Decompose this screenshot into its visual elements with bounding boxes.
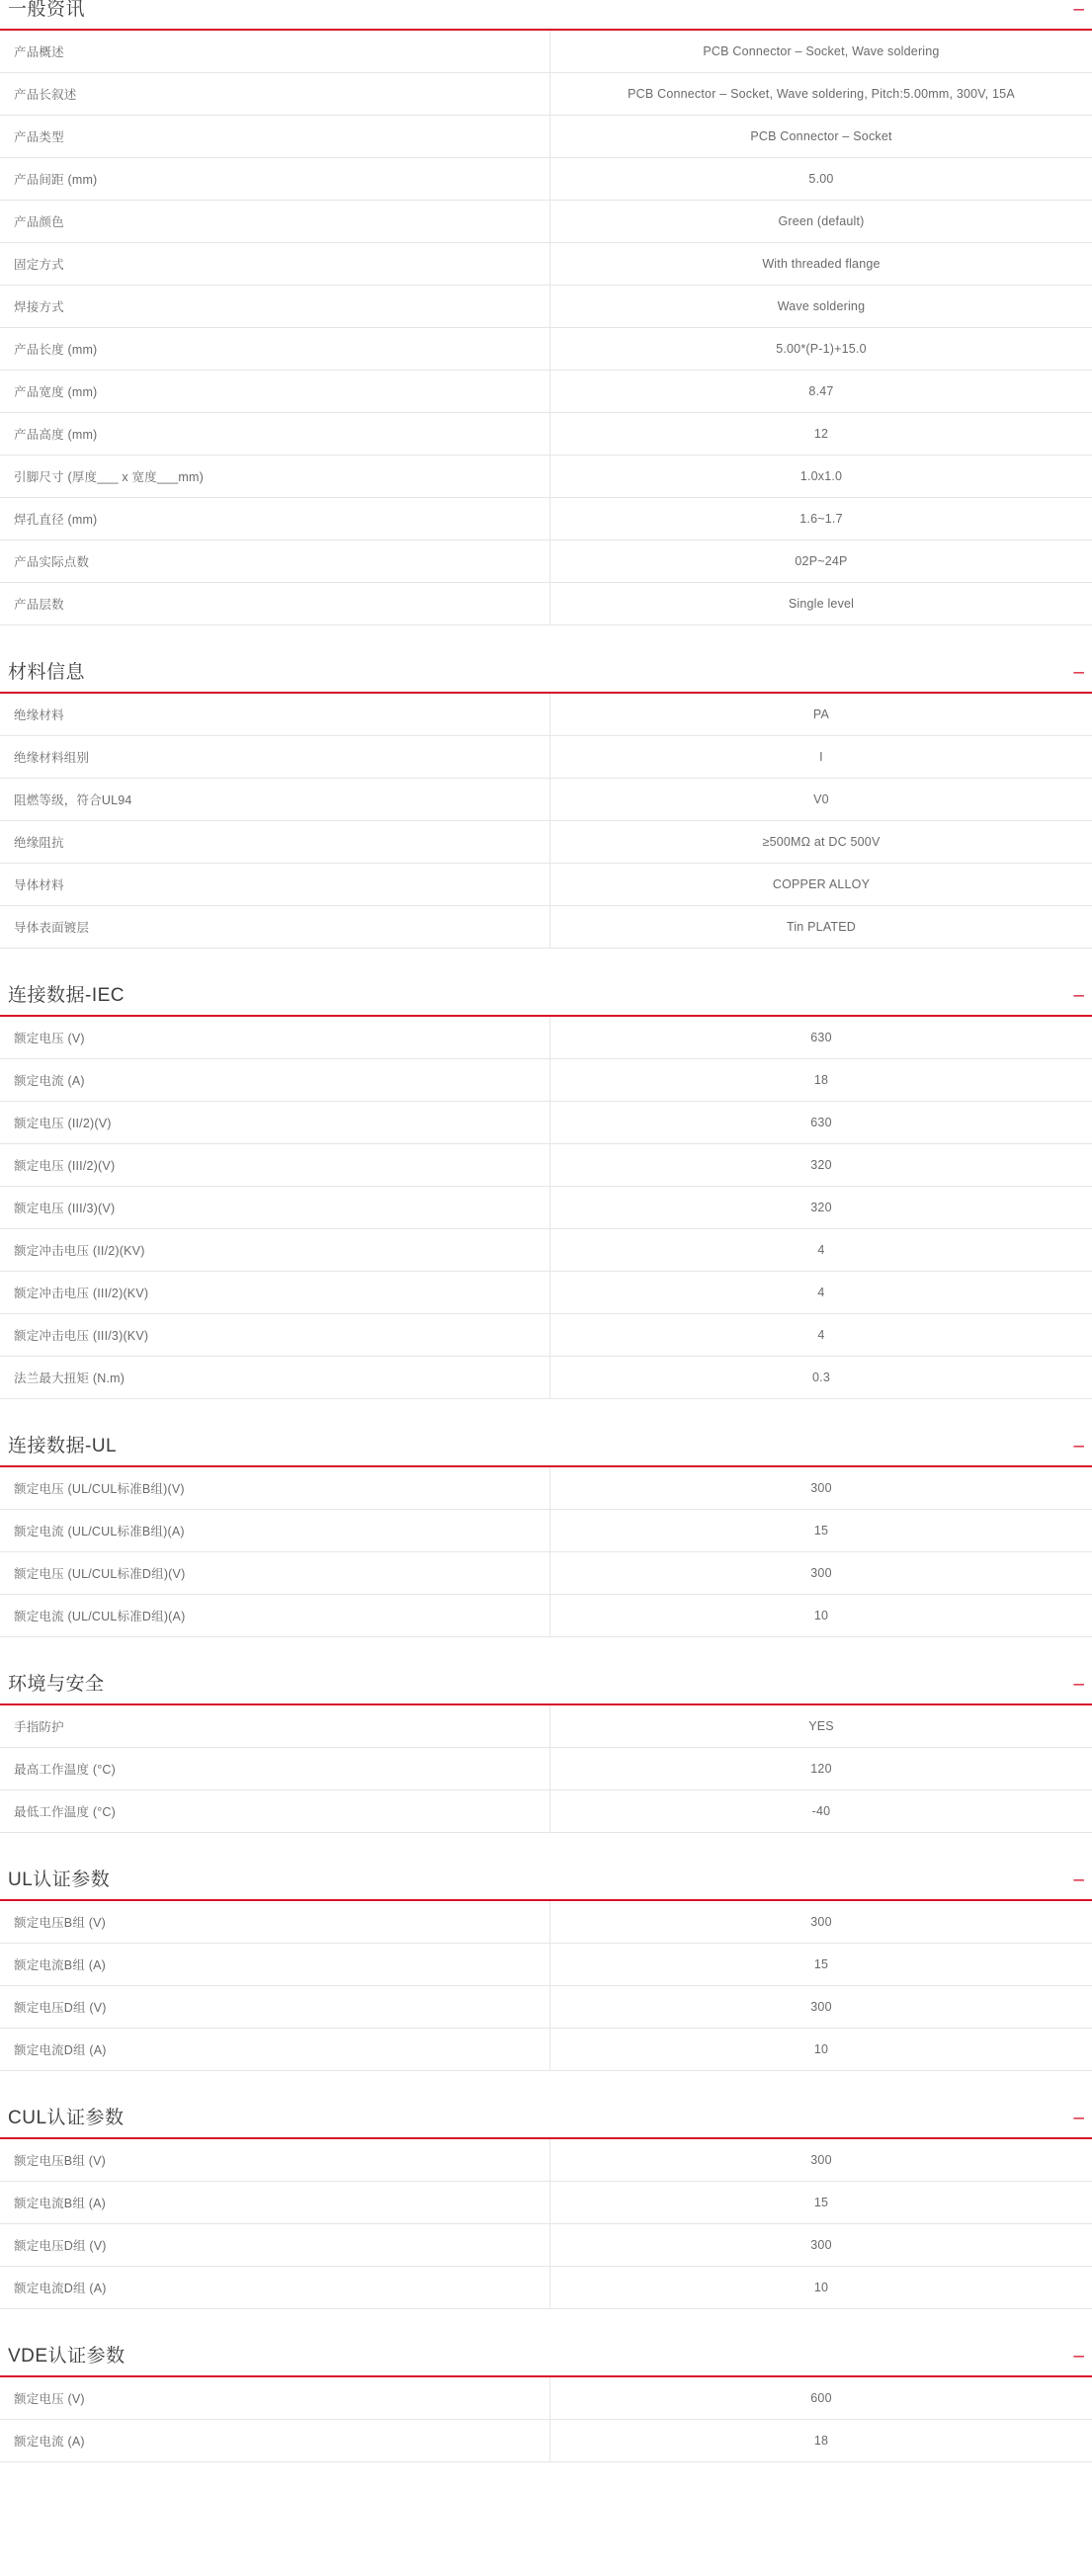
table-row — [0, 328, 1092, 371]
spec-label: 产品层数 — [0, 583, 550, 625]
table-row — [0, 736, 1092, 779]
spec-value: 02P~24P — [550, 540, 1092, 583]
collapse-minus-icon[interactable]: – — [1073, 0, 1084, 20]
table-row — [0, 1595, 1092, 1637]
spec-value: YES — [550, 1705, 1092, 1748]
spec-label: 绝缘材料组别 — [0, 736, 550, 779]
spec-value: 300 — [550, 2139, 1092, 2182]
spec-value: 630 — [550, 1102, 1092, 1144]
table-row — [0, 1467, 1092, 1510]
table-row — [0, 1986, 1092, 2029]
spec-value: COPPER ALLOY — [550, 864, 1092, 906]
spec-section — [0, 1437, 1092, 1637]
spec-label: 产品颜色 — [0, 201, 550, 243]
section-header[interactable] — [0, 663, 1092, 694]
table-row — [0, 116, 1092, 158]
table-row — [0, 371, 1092, 413]
spec-label: 额定电压B组 (V) — [0, 1901, 550, 1944]
spec-value: 4 — [550, 1314, 1092, 1357]
spec-value: 300 — [550, 2224, 1092, 2267]
table-row — [0, 1901, 1092, 1944]
spec-label: 产品实际点数 — [0, 540, 550, 583]
spec-label: 引脚尺寸 (厚度___ x 宽度___mm) — [0, 456, 550, 498]
table-row — [0, 1187, 1092, 1229]
table-row — [0, 2139, 1092, 2182]
spec-value: 10 — [550, 1595, 1092, 1637]
spec-value: 15 — [550, 2182, 1092, 2224]
spec-value: Tin PLATED — [550, 906, 1092, 949]
table-row — [0, 1272, 1092, 1314]
spec-table — [0, 2377, 1092, 2462]
spec-value: PCB Connector – Socket — [550, 116, 1092, 158]
spec-section — [0, 1675, 1092, 1833]
spec-label: 导体材料 — [0, 864, 550, 906]
table-row — [0, 583, 1092, 625]
table-row — [0, 1229, 1092, 1272]
spec-label: 绝缘材料 — [0, 694, 550, 736]
collapse-minus-icon[interactable]: – — [1073, 985, 1084, 1006]
spec-table — [0, 694, 1092, 949]
spec-label: 固定方式 — [0, 243, 550, 286]
table-row — [0, 1790, 1092, 1833]
table-row — [0, 821, 1092, 864]
section-title: 连接数据-IEC — [8, 985, 126, 1007]
spec-value: PCB Connector – Socket, Wave soldering — [550, 31, 1092, 73]
spec-label: 额定电流 (UL/CUL标准D组)(A) — [0, 1595, 550, 1637]
spec-value: 4 — [550, 1272, 1092, 1314]
spec-value: 320 — [550, 1144, 1092, 1187]
table-row — [0, 31, 1092, 73]
spec-label: 额定冲击电压 (II/2)(KV) — [0, 1229, 550, 1272]
spec-label: 最低工作温度 (°C) — [0, 1790, 550, 1833]
collapse-minus-icon[interactable]: – — [1073, 1436, 1084, 1456]
table-row — [0, 1944, 1092, 1986]
spec-value: 630 — [550, 1017, 1092, 1059]
spec-value: 4 — [550, 1229, 1092, 1272]
collapse-minus-icon[interactable]: – — [1073, 662, 1084, 683]
spec-label: 产品间距 (mm) — [0, 158, 550, 201]
spec-value: 600 — [550, 2377, 1092, 2420]
spec-label: 额定电压 (V) — [0, 1017, 550, 1059]
spec-value: V0 — [550, 779, 1092, 821]
spec-label: 产品宽度 (mm) — [0, 371, 550, 413]
spec-label: 额定电流D组 (A) — [0, 2267, 550, 2309]
spec-value: 1.6~1.7 — [550, 498, 1092, 540]
spec-value: 18 — [550, 2420, 1092, 2462]
spec-value: -40 — [550, 1790, 1092, 1833]
spec-label: 法兰最大扭矩 (N.m) — [0, 1357, 550, 1399]
spec-table — [0, 2139, 1092, 2309]
spec-label: 绝缘阻抗 — [0, 821, 550, 864]
spec-value: I — [550, 736, 1092, 779]
spec-value: 18 — [550, 1059, 1092, 1102]
spec-value: 0.3 — [550, 1357, 1092, 1399]
spec-label: 额定电压D组 (V) — [0, 1986, 550, 2029]
spec-label: 导体表面镀层 — [0, 906, 550, 949]
spec-label: 额定电压 (UL/CUL标准D组)(V) — [0, 1552, 550, 1595]
spec-value: 300 — [550, 1901, 1092, 1944]
section-title: CUL认证参数 — [8, 2108, 125, 2129]
spec-label: 阻燃等级，符合UL94 — [0, 779, 550, 821]
spec-label: 焊孔直径 (mm) — [0, 498, 550, 540]
table-row — [0, 1510, 1092, 1552]
section-header[interactable] — [0, 0, 1092, 31]
spec-label: 额定电流 (A) — [0, 2420, 550, 2462]
spec-table — [0, 31, 1092, 625]
table-row — [0, 1144, 1092, 1187]
spec-value: 12 — [550, 413, 1092, 456]
section-title: 连接数据-UL — [8, 1436, 118, 1457]
section-header[interactable] — [0, 2347, 1092, 2377]
section-header[interactable] — [0, 1437, 1092, 1467]
collapse-minus-icon[interactable]: – — [1073, 1674, 1084, 1695]
spec-value: 120 — [550, 1748, 1092, 1790]
collapse-minus-icon[interactable]: – — [1073, 2346, 1084, 2367]
table-row — [0, 2377, 1092, 2420]
spec-value: 300 — [550, 1986, 1092, 2029]
spec-label: 额定电压 (III/2)(V) — [0, 1144, 550, 1187]
spec-label: 额定电压 (II/2)(V) — [0, 1102, 550, 1144]
spec-label: 额定电压D组 (V) — [0, 2224, 550, 2267]
spec-value: With threaded flange — [550, 243, 1092, 286]
spec-label: 产品高度 (mm) — [0, 413, 550, 456]
table-row — [0, 2224, 1092, 2267]
spec-label: 额定电流B组 (A) — [0, 2182, 550, 2224]
section-title: VDE认证参数 — [8, 2346, 126, 2368]
spec-section — [0, 2109, 1092, 2309]
spec-label: 额定电流 (A) — [0, 1059, 550, 1102]
spec-label: 手指防护 — [0, 1705, 550, 1748]
section-header[interactable] — [0, 1675, 1092, 1705]
spec-value: PA — [550, 694, 1092, 736]
table-row — [0, 1059, 1092, 1102]
spec-label: 额定电压 (III/3)(V) — [0, 1187, 550, 1229]
collapse-minus-icon[interactable]: – — [1073, 1870, 1084, 1890]
spec-table — [0, 1901, 1092, 2071]
spec-label: 额定冲击电压 (III/2)(KV) — [0, 1272, 550, 1314]
spec-section — [0, 663, 1092, 949]
spec-section — [0, 2347, 1092, 2462]
table-row — [0, 540, 1092, 583]
spec-label: 额定电压 (V) — [0, 2377, 550, 2420]
table-row — [0, 1357, 1092, 1399]
spec-value: 1.0x1.0 — [550, 456, 1092, 498]
section-title: 环境与安全 — [8, 1674, 105, 1696]
table-row — [0, 413, 1092, 456]
spec-value: 5.00 — [550, 158, 1092, 201]
spec-value: Green (default) — [550, 201, 1092, 243]
spec-value: 300 — [550, 1552, 1092, 1595]
spec-value: 15 — [550, 1510, 1092, 1552]
spec-table — [0, 1017, 1092, 1399]
section-header[interactable] — [0, 986, 1092, 1017]
spec-label: 额定电流 (UL/CUL标准B组)(A) — [0, 1510, 550, 1552]
table-row — [0, 2029, 1092, 2071]
spec-label: 额定电压 (UL/CUL标准B组)(V) — [0, 1467, 550, 1510]
table-row — [0, 158, 1092, 201]
spec-label: 焊接方式 — [0, 286, 550, 328]
table-row — [0, 243, 1092, 286]
spec-table — [0, 1467, 1092, 1637]
table-row — [0, 906, 1092, 949]
table-row — [0, 2267, 1092, 2309]
spec-section — [0, 0, 1092, 625]
spec-value: 320 — [550, 1187, 1092, 1229]
spec-label: 额定电压B组 (V) — [0, 2139, 550, 2182]
table-row — [0, 456, 1092, 498]
spec-label: 额定冲击电压 (III/3)(KV) — [0, 1314, 550, 1357]
table-row — [0, 2420, 1092, 2462]
spec-table — [0, 1705, 1092, 1833]
table-row — [0, 1552, 1092, 1595]
spec-label: 产品概述 — [0, 31, 550, 73]
table-row — [0, 1102, 1092, 1144]
spec-value: 15 — [550, 1944, 1092, 1986]
table-row — [0, 779, 1092, 821]
spec-section — [0, 1870, 1092, 2071]
table-row — [0, 1705, 1092, 1748]
table-row — [0, 73, 1092, 116]
spec-value: ≥500MΩ at DC 500V — [550, 821, 1092, 864]
spec-label: 产品长叙述 — [0, 73, 550, 116]
table-row — [0, 1017, 1092, 1059]
spec-label: 产品类型 — [0, 116, 550, 158]
spec-label: 额定电流B组 (A) — [0, 1944, 550, 1986]
spec-value: Single level — [550, 583, 1092, 625]
table-row — [0, 864, 1092, 906]
section-title: UL认证参数 — [8, 1870, 111, 1891]
spec-value: 10 — [550, 2267, 1092, 2309]
spec-value: PCB Connector – Socket, Wave soldering, Pitch:5.00mm, 300V, 15A — [550, 73, 1092, 116]
spec-value: 5.00*(P-1)+15.0 — [550, 328, 1092, 371]
spec-label: 最高工作温度 (°C) — [0, 1748, 550, 1790]
table-row — [0, 1314, 1092, 1357]
table-row — [0, 498, 1092, 540]
section-title: 一般资讯 — [8, 0, 86, 21]
section-title: 材料信息 — [8, 662, 86, 684]
table-row — [0, 1748, 1092, 1790]
spec-value: 10 — [550, 2029, 1092, 2071]
spec-value: 300 — [550, 1467, 1092, 1510]
collapse-minus-icon[interactable]: – — [1073, 2108, 1084, 2128]
spec-label: 产品长度 (mm) — [0, 328, 550, 371]
table-row — [0, 694, 1092, 736]
spec-label: 额定电流D组 (A) — [0, 2029, 550, 2071]
table-row — [0, 201, 1092, 243]
spec-section — [0, 986, 1092, 1399]
section-header[interactable] — [0, 2109, 1092, 2139]
table-row — [0, 286, 1092, 328]
spec-value: Wave soldering — [550, 286, 1092, 328]
spec-value: 8.47 — [550, 371, 1092, 413]
section-header[interactable] — [0, 1870, 1092, 1901]
table-row — [0, 2182, 1092, 2224]
